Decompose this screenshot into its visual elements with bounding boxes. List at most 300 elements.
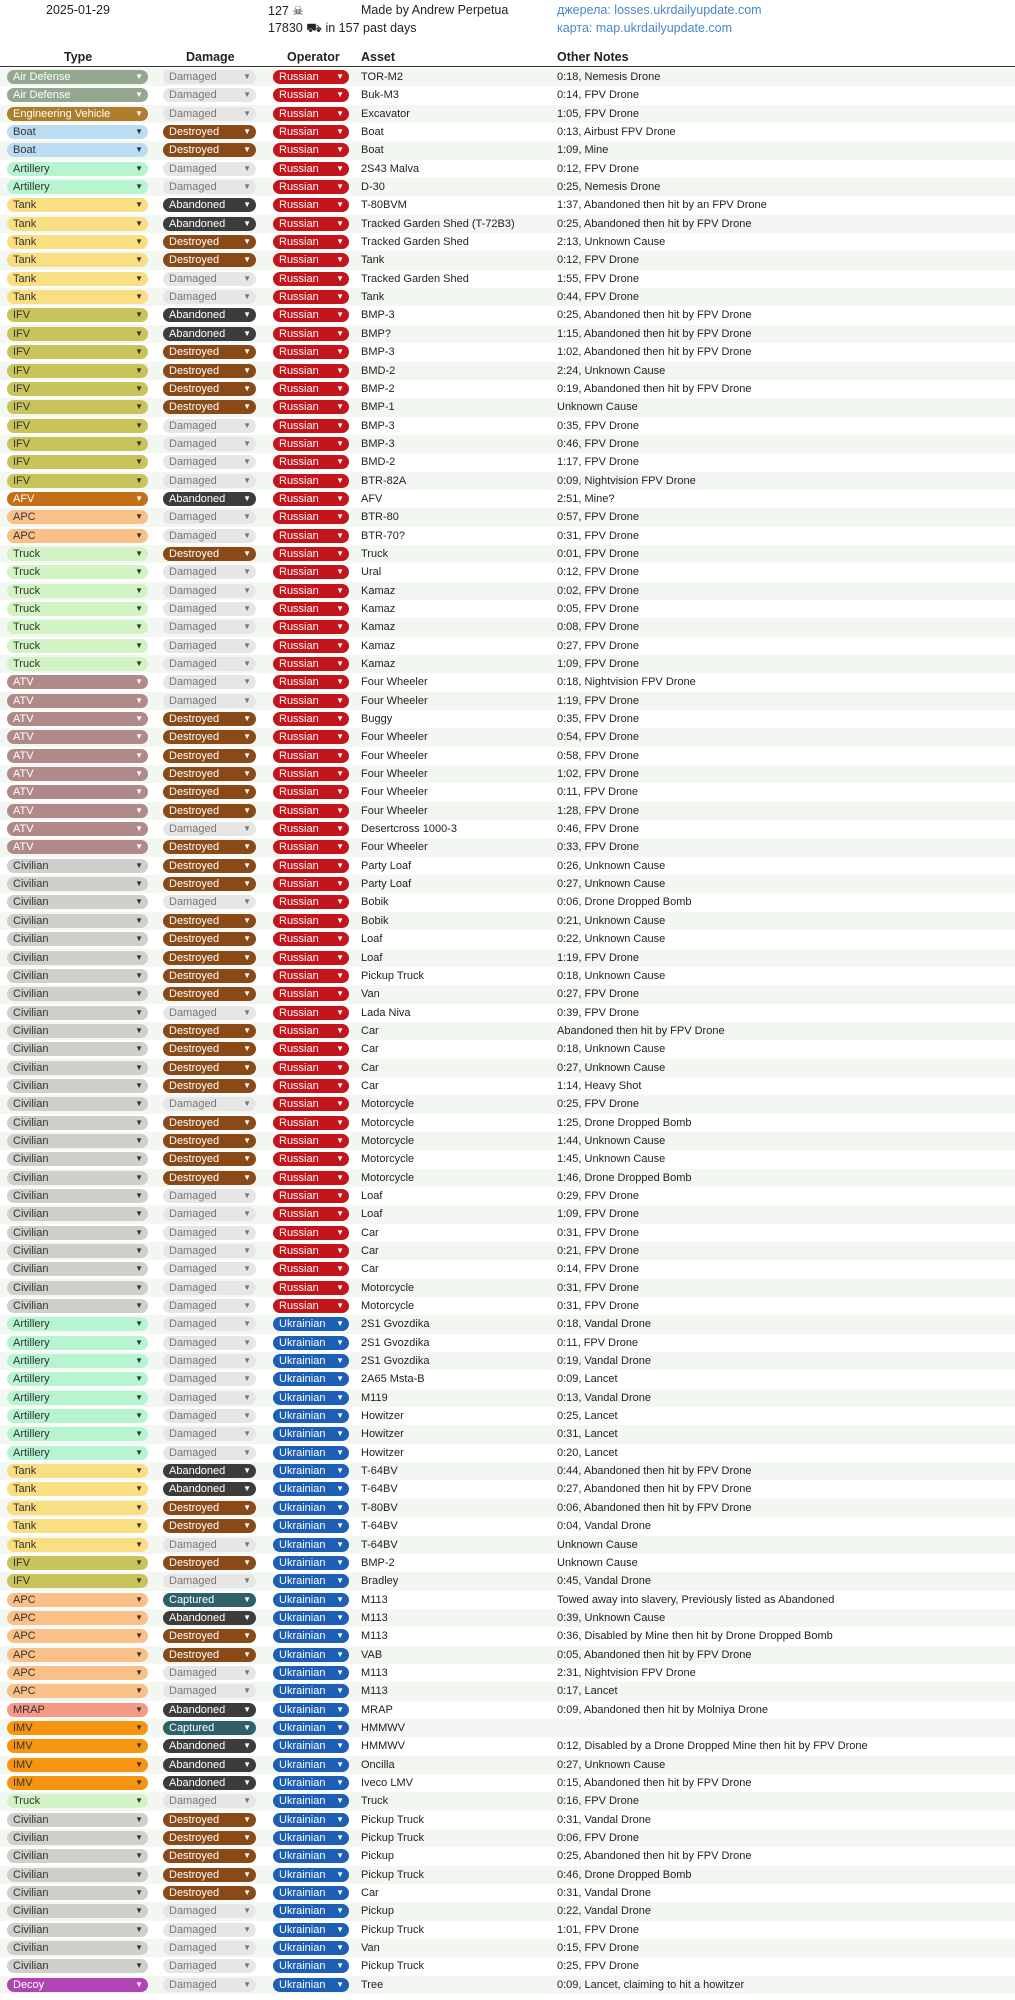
notes-cell[interactable]: 2:13, Unknown Cause: [557, 236, 666, 249]
operator-select[interactable]: [273, 253, 349, 267]
damage-select[interactable]: [163, 1904, 256, 1918]
operator-select[interactable]: [273, 382, 349, 396]
damage-select[interactable]: [163, 1611, 256, 1625]
asset-cell[interactable]: Tank: [361, 254, 385, 267]
type-select[interactable]: [7, 253, 148, 267]
damage-select[interactable]: [163, 419, 256, 433]
operator-select[interactable]: [273, 1482, 349, 1496]
asset-cell[interactable]: Van: [361, 988, 380, 1001]
asset-cell[interactable]: Bobik: [361, 896, 389, 909]
type-select[interactable]: [7, 822, 148, 836]
notes-cell[interactable]: 0:08, FPV Drone: [557, 621, 639, 634]
damage-select[interactable]: [163, 1538, 256, 1552]
notes-cell[interactable]: 0:18, Vandal Drone: [557, 1318, 651, 1331]
type-select[interactable]: [7, 1813, 148, 1827]
asset-cell[interactable]: Loaf: [361, 1208, 383, 1221]
type-select[interactable]: [7, 88, 148, 102]
notes-cell[interactable]: 0:01, FPV Drone: [557, 547, 639, 560]
asset-cell[interactable]: Van: [361, 1942, 380, 1955]
asset-cell[interactable]: Four Wheeler: [361, 749, 428, 762]
damage-select[interactable]: [163, 1923, 256, 1937]
type-select[interactable]: [7, 272, 148, 286]
asset-cell[interactable]: Lada Niva: [361, 1006, 411, 1019]
asset-cell[interactable]: Four Wheeler: [361, 786, 428, 799]
asset-cell[interactable]: D-30: [361, 181, 385, 194]
type-select[interactable]: [7, 1794, 148, 1808]
notes-cell[interactable]: Unknown Cause: [557, 1538, 638, 1551]
asset-cell[interactable]: Pickup Truck: [361, 1960, 424, 1973]
type-select[interactable]: [7, 1336, 148, 1350]
type-select[interactable]: [7, 143, 148, 157]
notes-cell[interactable]: Towed away into slavery, Previously listed as Abandoned: [557, 1593, 835, 1606]
operator-select[interactable]: [273, 455, 349, 469]
damage-select[interactable]: [163, 822, 256, 836]
operator-select[interactable]: [273, 932, 349, 946]
operator-select[interactable]: [273, 1703, 349, 1717]
notes-cell[interactable]: 1:05, FPV Drone: [557, 107, 639, 120]
asset-cell[interactable]: Truck: [361, 547, 389, 560]
asset-cell[interactable]: VAB: [361, 1648, 383, 1661]
notes-cell[interactable]: 0:13, Airbust FPV Drone: [557, 126, 676, 139]
notes-cell[interactable]: 0:21, Unknown Cause: [557, 914, 666, 927]
type-select[interactable]: [7, 382, 148, 396]
type-select[interactable]: [7, 1446, 148, 1460]
operator-select[interactable]: [273, 1336, 349, 1350]
asset-cell[interactable]: BTR-80: [361, 511, 399, 524]
asset-cell[interactable]: Motorcycle: [361, 1153, 415, 1166]
notes-cell[interactable]: 0:15, Abandoned then hit by FPV Drone: [557, 1776, 752, 1789]
type-select[interactable]: [7, 1317, 148, 1331]
notes-cell[interactable]: 0:36, Disabled by Mine then hit by Drone Dropped Bomb: [557, 1630, 833, 1643]
damage-select[interactable]: [163, 235, 256, 249]
type-select[interactable]: [7, 1391, 148, 1405]
operator-select[interactable]: [273, 1758, 349, 1772]
damage-select[interactable]: [163, 1519, 256, 1533]
type-select[interactable]: [7, 1097, 148, 1111]
damage-select[interactable]: [163, 327, 256, 341]
map-link[interactable]: [557, 21, 732, 35]
type-select[interactable]: [7, 1703, 148, 1717]
notes-cell[interactable]: 0:13, Vandal Drone: [557, 1391, 651, 1404]
type-select[interactable]: [7, 1978, 148, 1992]
type-select[interactable]: [7, 951, 148, 965]
asset-cell[interactable]: Motorcycle: [361, 1171, 415, 1184]
column-header-asset[interactable]: Asset: [361, 50, 396, 64]
notes-cell[interactable]: 0:09, Nightvision FPV Drone: [557, 474, 696, 487]
operator-select[interactable]: [273, 492, 349, 506]
asset-cell[interactable]: T-80BV: [361, 1501, 398, 1514]
asset-cell[interactable]: Pickup Truck: [361, 1832, 424, 1844]
asset-cell[interactable]: Bradley: [361, 1575, 399, 1588]
type-select[interactable]: [7, 70, 148, 84]
asset-cell[interactable]: Loaf: [361, 933, 383, 946]
damage-select[interactable]: [163, 180, 256, 194]
type-select[interactable]: [7, 308, 148, 322]
asset-cell[interactable]: BMP-2: [361, 1556, 395, 1569]
damage-select[interactable]: [163, 198, 256, 212]
type-select[interactable]: [7, 364, 148, 378]
damage-select[interactable]: [163, 1317, 256, 1331]
operator-select[interactable]: [273, 1721, 349, 1735]
type-select[interactable]: [7, 1061, 148, 1075]
damage-select[interactable]: [163, 1684, 256, 1698]
notes-cell[interactable]: 0:54, FPV Drone: [557, 731, 639, 744]
operator-select[interactable]: [273, 565, 349, 579]
type-select[interactable]: [7, 1574, 148, 1588]
damage-select[interactable]: [163, 382, 256, 396]
notes-cell[interactable]: 0:18, Nemesis Drone: [557, 71, 661, 83]
notes-cell[interactable]: 0:26, Unknown Cause: [557, 859, 666, 872]
damage-select[interactable]: [163, 1648, 256, 1662]
notes-cell[interactable]: Unknown Cause: [557, 1556, 638, 1569]
operator-select[interactable]: [273, 657, 349, 671]
operator-select[interactable]: [273, 1684, 349, 1698]
notes-cell[interactable]: 0:06, Abandoned then hit by FPV Drone: [557, 1501, 752, 1514]
operator-select[interactable]: [273, 1281, 349, 1295]
type-select[interactable]: [7, 932, 148, 946]
operator-select[interactable]: [273, 364, 349, 378]
asset-cell[interactable]: Kamaz: [361, 658, 396, 670]
notes-cell[interactable]: 0:58, FPV Drone: [557, 749, 639, 762]
operator-select[interactable]: [273, 345, 349, 359]
damage-select[interactable]: [163, 125, 256, 139]
asset-cell[interactable]: M113: [361, 1666, 388, 1679]
operator-select[interactable]: [273, 785, 349, 799]
damage-select[interactable]: [163, 1244, 256, 1258]
notes-cell[interactable]: 0:16, FPV Drone: [557, 1795, 639, 1808]
asset-cell[interactable]: Tank: [361, 291, 385, 304]
notes-cell[interactable]: 0:31, FPV Drone: [557, 1281, 639, 1294]
damage-select[interactable]: [163, 492, 256, 506]
operator-select[interactable]: [273, 1739, 349, 1753]
notes-cell[interactable]: 0:25, Abandoned then hit by FPV Drone: [557, 309, 752, 322]
operator-select[interactable]: [273, 143, 349, 157]
asset-cell[interactable]: BTR-70?: [361, 529, 406, 542]
notes-cell[interactable]: 1:01, FPV Drone: [557, 1923, 639, 1936]
damage-select[interactable]: [163, 1556, 256, 1570]
damage-select[interactable]: [163, 1427, 256, 1441]
asset-cell[interactable]: Kamaz: [361, 621, 396, 634]
type-select[interactable]: [7, 969, 148, 983]
operator-select[interactable]: [273, 1262, 349, 1276]
type-select[interactable]: [7, 1152, 148, 1166]
operator-select[interactable]: [273, 327, 349, 341]
asset-cell[interactable]: 2S1 Gvozdika: [361, 1336, 430, 1349]
type-select[interactable]: [7, 1116, 148, 1130]
sources-link[interactable]: [557, 3, 762, 17]
damage-select[interactable]: [163, 785, 256, 799]
asset-cell[interactable]: BMD-2: [361, 364, 396, 377]
asset-cell[interactable]: Motorcycle: [361, 1281, 415, 1294]
notes-cell[interactable]: 0:27, Unknown Cause: [557, 1758, 666, 1771]
operator-select[interactable]: [273, 1593, 349, 1607]
damage-select[interactable]: [163, 1299, 256, 1313]
asset-cell[interactable]: Excavator: [361, 107, 410, 120]
notes-cell[interactable]: 0:25, Abandoned then hit by FPV Drone: [557, 1850, 752, 1863]
damage-select[interactable]: [163, 730, 256, 744]
type-select[interactable]: [7, 859, 148, 873]
notes-cell[interactable]: 0:19, Abandoned then hit by FPV Drone: [557, 382, 752, 395]
operator-select[interactable]: [273, 1886, 349, 1900]
type-select[interactable]: [7, 162, 148, 176]
notes-cell[interactable]: 0:39, Unknown Cause: [557, 1611, 666, 1624]
operator-select[interactable]: [273, 1611, 349, 1625]
operator-select[interactable]: [273, 70, 349, 84]
asset-cell[interactable]: M119: [361, 1391, 388, 1404]
type-select[interactable]: [7, 620, 148, 634]
damage-select[interactable]: [163, 1501, 256, 1515]
type-select[interactable]: [7, 1207, 148, 1221]
operator-select[interactable]: [273, 1446, 349, 1460]
damage-select[interactable]: [163, 1226, 256, 1240]
operator-select[interactable]: [273, 1244, 349, 1258]
operator-select[interactable]: [273, 529, 349, 543]
asset-cell[interactable]: Motorcycle: [361, 1134, 415, 1147]
column-header-damage[interactable]: Damage: [186, 50, 235, 64]
notes-cell[interactable]: 0:22, Unknown Cause: [557, 933, 666, 946]
notes-cell[interactable]: 1:25, Drone Dropped Bomb: [557, 1116, 692, 1129]
damage-select[interactable]: [163, 859, 256, 873]
asset-cell[interactable]: Car: [361, 1079, 379, 1092]
type-select[interactable]: [7, 107, 148, 121]
asset-cell[interactable]: Pickup: [361, 1850, 395, 1863]
type-select[interactable]: [7, 675, 148, 689]
type-select[interactable]: [7, 1721, 148, 1735]
operator-select[interactable]: [273, 1097, 349, 1111]
asset-cell[interactable]: Party Loaf: [361, 859, 412, 872]
notes-cell[interactable]: 1:14, Heavy Shot: [557, 1079, 642, 1092]
type-select[interactable]: [7, 1171, 148, 1185]
asset-cell[interactable]: Tracked Garden Shed: [361, 272, 469, 285]
damage-select[interactable]: [163, 1482, 256, 1496]
damage-select[interactable]: [163, 1189, 256, 1203]
type-select[interactable]: [7, 602, 148, 616]
notes-cell[interactable]: 0:39, FPV Drone: [557, 1006, 639, 1019]
type-select[interactable]: [7, 1684, 148, 1698]
asset-cell[interactable]: Bobik: [361, 914, 389, 927]
type-select[interactable]: [7, 235, 148, 249]
operator-select[interactable]: [273, 1354, 349, 1368]
operator-select[interactable]: [273, 1904, 349, 1918]
damage-select[interactable]: [163, 1024, 256, 1038]
asset-cell[interactable]: Loaf: [361, 1189, 383, 1202]
damage-select[interactable]: [163, 510, 256, 524]
damage-select[interactable]: [163, 1666, 256, 1680]
notes-cell[interactable]: 0:25, Lancet: [557, 1410, 618, 1423]
notes-cell[interactable]: 0:05, FPV Drone: [557, 602, 639, 615]
notes-cell[interactable]: 1:45, Unknown Cause: [557, 1153, 666, 1166]
damage-select[interactable]: [163, 345, 256, 359]
notes-cell[interactable]: 1:09, Mine: [557, 144, 609, 157]
asset-cell[interactable]: T-64BV: [361, 1538, 398, 1551]
type-select[interactable]: [7, 1959, 148, 1973]
notes-cell[interactable]: 0:18, Nightvision FPV Drone: [557, 676, 696, 689]
type-select[interactable]: [7, 584, 148, 598]
asset-cell[interactable]: Buk-M3: [361, 89, 399, 102]
type-select[interactable]: [7, 217, 148, 231]
type-select[interactable]: [7, 914, 148, 928]
column-header-type[interactable]: Type: [64, 50, 93, 64]
type-select[interactable]: [7, 1372, 148, 1386]
notes-cell[interactable]: 0:57, FPV Drone: [557, 511, 639, 524]
notes-cell[interactable]: 2:31, Nightvision FPV Drone: [557, 1666, 696, 1679]
type-select[interactable]: [7, 639, 148, 653]
asset-cell[interactable]: Four Wheeler: [361, 694, 428, 707]
damage-select[interactable]: [163, 1849, 256, 1863]
damage-select[interactable]: [163, 1574, 256, 1588]
operator-select[interactable]: [273, 895, 349, 909]
type-select[interactable]: [7, 565, 148, 579]
damage-select[interactable]: [163, 1868, 256, 1882]
asset-cell[interactable]: Loaf: [361, 951, 383, 964]
notes-cell[interactable]: 0:14, FPV Drone: [557, 89, 639, 102]
notes-cell[interactable]: 0:44, FPV Drone: [557, 291, 639, 304]
notes-cell[interactable]: 0:27, Unknown Cause: [557, 878, 666, 891]
notes-cell[interactable]: 0:33, FPV Drone: [557, 841, 639, 854]
operator-select[interactable]: [273, 1776, 349, 1790]
type-select[interactable]: [7, 1629, 148, 1643]
damage-select[interactable]: [163, 1207, 256, 1221]
asset-cell[interactable]: Pickup Truck: [361, 969, 424, 982]
operator-select[interactable]: [273, 1116, 349, 1130]
column-header-operator[interactable]: Operator: [287, 50, 340, 64]
operator-select[interactable]: [273, 1226, 349, 1240]
notes-cell[interactable]: 1:09, FPV Drone: [557, 658, 639, 670]
damage-select[interactable]: [163, 308, 256, 322]
type-select[interactable]: [7, 1244, 148, 1258]
operator-select[interactable]: [273, 620, 349, 634]
notes-cell[interactable]: 0:18, Unknown Cause: [557, 1043, 666, 1056]
notes-cell[interactable]: 1:28, FPV Drone: [557, 804, 639, 817]
type-select[interactable]: [7, 327, 148, 341]
asset-cell[interactable]: AFV: [361, 492, 383, 505]
damage-select[interactable]: [163, 749, 256, 763]
type-select[interactable]: [7, 1409, 148, 1423]
notes-cell[interactable]: 0:12, FPV Drone: [557, 254, 639, 267]
damage-select[interactable]: [163, 1941, 256, 1955]
notes-cell[interactable]: 0:20, Lancet: [557, 1446, 618, 1459]
asset-cell[interactable]: Tracked Garden Shed (T-72B3): [361, 217, 515, 230]
type-select[interactable]: [7, 1189, 148, 1203]
type-select[interactable]: [7, 1904, 148, 1918]
asset-cell[interactable]: T-80BVM: [361, 199, 407, 212]
operator-select[interactable]: [273, 1299, 349, 1313]
type-select[interactable]: [7, 1006, 148, 1020]
asset-cell[interactable]: Howitzer: [361, 1410, 404, 1423]
type-select[interactable]: [7, 767, 148, 781]
damage-select[interactable]: [163, 840, 256, 854]
asset-cell[interactable]: Boat: [361, 126, 384, 139]
operator-select[interactable]: [273, 1813, 349, 1827]
damage-select[interactable]: [163, 88, 256, 102]
operator-select[interactable]: [273, 822, 349, 836]
damage-select[interactable]: [163, 1721, 256, 1735]
type-select[interactable]: [7, 547, 148, 561]
asset-cell[interactable]: T-64BV: [361, 1520, 398, 1533]
asset-cell[interactable]: Oncilla: [361, 1758, 395, 1771]
operator-select[interactable]: [273, 584, 349, 598]
operator-select[interactable]: [273, 1409, 349, 1423]
notes-cell[interactable]: 0:19, Vandal Drone: [557, 1355, 651, 1368]
notes-cell[interactable]: 2:24, Unknown Cause: [557, 364, 666, 377]
damage-select[interactable]: [163, 932, 256, 946]
asset-cell[interactable]: Motorcycle: [361, 1116, 415, 1129]
notes-cell[interactable]: 0:27, FPV Drone: [557, 988, 639, 1001]
damage-select[interactable]: [163, 1794, 256, 1808]
type-select[interactable]: [7, 474, 148, 488]
asset-cell[interactable]: BMP-2: [361, 382, 395, 395]
operator-select[interactable]: [273, 969, 349, 983]
operator-select[interactable]: [273, 235, 349, 249]
asset-cell[interactable]: Car: [361, 1024, 379, 1037]
operator-select[interactable]: [273, 1831, 349, 1845]
type-select[interactable]: [7, 1042, 148, 1056]
damage-select[interactable]: [163, 1391, 256, 1405]
notes-cell[interactable]: 0:18, Unknown Cause: [557, 969, 666, 982]
operator-select[interactable]: [273, 1006, 349, 1020]
type-select[interactable]: [7, 1868, 148, 1882]
notes-cell[interactable]: 0:12, Disabled by a Drone Dropped Mine then hit by FPV Drone: [557, 1740, 868, 1753]
notes-cell[interactable]: 0:15, FPV Drone: [557, 1942, 639, 1955]
operator-select[interactable]: [273, 1868, 349, 1882]
operator-select[interactable]: [273, 419, 349, 433]
asset-cell[interactable]: Car: [361, 1245, 379, 1257]
damage-select[interactable]: [163, 877, 256, 891]
column-header-notes[interactable]: Other Notes: [557, 50, 629, 64]
type-select[interactable]: [7, 125, 148, 139]
operator-select[interactable]: [273, 1391, 349, 1405]
operator-select[interactable]: [273, 198, 349, 212]
operator-select[interactable]: [273, 1978, 349, 1992]
asset-cell[interactable]: M113: [361, 1685, 388, 1698]
asset-cell[interactable]: MRAP: [361, 1703, 393, 1716]
operator-select[interactable]: [273, 1024, 349, 1038]
notes-cell[interactable]: 0:44, Abandoned then hit by FPV Drone: [557, 1465, 752, 1478]
asset-cell[interactable]: HMMWV: [361, 1721, 405, 1734]
operator-select[interactable]: [273, 675, 349, 689]
damage-select[interactable]: [163, 1959, 256, 1973]
damage-select[interactable]: [163, 272, 256, 286]
notes-cell[interactable]: 0:17, Lancet: [557, 1685, 618, 1698]
notes-cell[interactable]: 0:35, FPV Drone: [557, 419, 639, 432]
operator-select[interactable]: [273, 951, 349, 965]
type-select[interactable]: [7, 400, 148, 414]
damage-select[interactable]: [163, 107, 256, 121]
asset-cell[interactable]: Howitzer: [361, 1446, 404, 1459]
type-select[interactable]: [7, 877, 148, 891]
asset-cell[interactable]: T-64BV: [361, 1465, 398, 1478]
asset-cell[interactable]: T-64BV: [361, 1483, 398, 1496]
damage-select[interactable]: [163, 1758, 256, 1772]
notes-cell[interactable]: 0:45, Vandal Drone: [557, 1575, 651, 1588]
damage-select[interactable]: [163, 455, 256, 469]
asset-cell[interactable]: Four Wheeler: [361, 676, 428, 689]
notes-cell[interactable]: 0:05, Abandoned then hit by FPV Drone: [557, 1648, 752, 1661]
damage-select[interactable]: [163, 804, 256, 818]
notes-cell[interactable]: 0:04, Vandal Drone: [557, 1520, 651, 1533]
type-select[interactable]: [7, 1739, 148, 1753]
asset-cell[interactable]: Pickup: [361, 1905, 395, 1918]
operator-select[interactable]: [273, 1134, 349, 1148]
notes-cell[interactable]: 0:31, Vandal Drone: [557, 1813, 651, 1826]
type-select[interactable]: [7, 1079, 148, 1093]
damage-select[interactable]: [163, 1262, 256, 1276]
damage-select[interactable]: [163, 1886, 256, 1900]
damage-select[interactable]: [163, 1061, 256, 1075]
operator-select[interactable]: [273, 749, 349, 763]
notes-cell[interactable]: 0:46, FPV Drone: [557, 823, 639, 836]
damage-select[interactable]: [163, 712, 256, 726]
